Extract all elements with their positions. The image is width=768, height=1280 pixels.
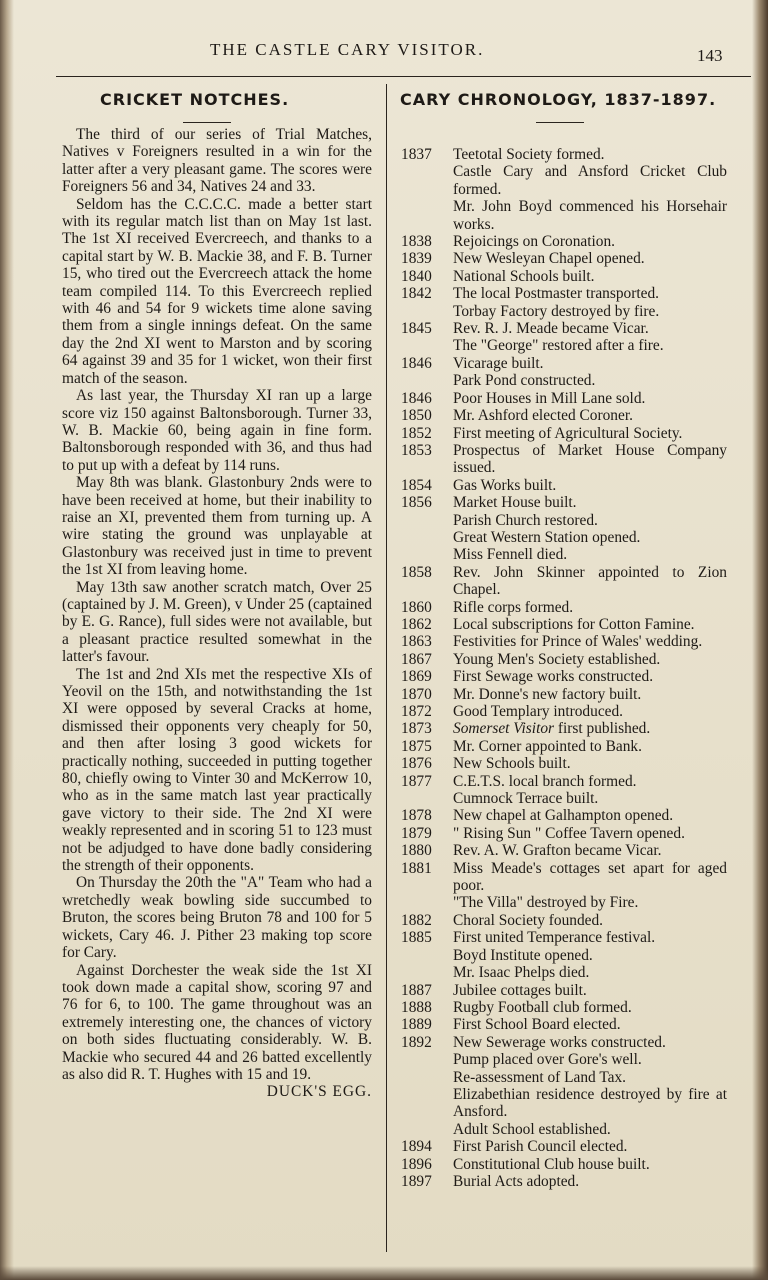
chronology-year: 1856 xyxy=(401,494,432,512)
running-title: THE CASTLE CARY VISITOR. xyxy=(210,40,485,59)
chronology-event: First united Temperance festival. xyxy=(453,929,656,947)
chronology-event: Teetotal Society formed. xyxy=(453,146,605,163)
article-paragraph: Seldom has the C.C.C.C. made a better start with its regular match list than on May 1st last. The 1st XI received Evercreech, and thanks to a capital start by W. B. Mackie 38, and F. B. Turner 15, who tired out the Evercreech attack the home team compiled 114. To this Evercreech replied with 46 and 54 for 9 wickets time alone saving them from a single innings defeat. On the same day the 2nd XI went to Marston and by scoring 64 against 39 and 35 for 1 wicket, won their first match of the season. xyxy=(62,195,372,387)
chronology-entry xyxy=(397,825,727,842)
chronology-entry xyxy=(397,355,727,372)
chronology-entry xyxy=(397,494,727,511)
chronology-entry xyxy=(397,703,727,720)
chronology-event: First Sewage works constructed. xyxy=(453,668,654,686)
chronology-year: 1876 xyxy=(401,755,432,773)
chronology-entry xyxy=(397,616,727,633)
chronology-year: 1846 xyxy=(401,354,432,372)
chronology-entry xyxy=(397,425,727,442)
chronology-year: 1840 xyxy=(401,267,432,285)
chronology-year: 1854 xyxy=(401,476,432,494)
chronology-entry xyxy=(397,790,727,807)
chronology-year: 1850 xyxy=(401,407,432,425)
article-paragraph: The third of our series of Trial Matches, Natives v Foreigners resulted in a win for the latter after a very pleasant game. The scores were Foreigners 56 and 34, Natives 24 and 33. xyxy=(62,126,372,196)
chronology-event: Prospectus of Market House Company issued. xyxy=(453,441,727,477)
cricket-article xyxy=(62,126,372,1101)
chronology-event: Young Men's Society established. xyxy=(453,650,661,668)
chronology-year: 1858 xyxy=(401,563,432,581)
chronology-entry xyxy=(397,1034,727,1051)
chronology-year: 1846 xyxy=(401,389,432,407)
chronology-entry xyxy=(397,1173,727,1190)
chronology-entry xyxy=(397,146,727,163)
chronology-year: 1842 xyxy=(401,285,432,303)
chronology-year: 1879 xyxy=(401,824,432,842)
article-paragraph: On Thursday the 20th the "A" Team who had a wretchedly weak bowling side succumbed to Bruton, the scores being Bruton 78 and 100 for 5 wickets, Cary 46. J. Pither 23 making top score for Cary. xyxy=(62,874,372,962)
chronology-entry xyxy=(397,320,727,337)
chronology-event: Castle Cary and Ansford Cricket Club formed. xyxy=(453,163,727,198)
chronology-entry xyxy=(397,599,727,616)
chronology-entry xyxy=(397,1138,727,1155)
chronology-event: Constitutional Club house built. xyxy=(453,1155,650,1173)
page-edge-bottom xyxy=(0,1266,768,1280)
chronology-year: 1863 xyxy=(401,633,432,651)
chronology-event: National Schools built. xyxy=(453,267,595,285)
chronology-entry xyxy=(397,233,727,250)
chronology-year: 1889 xyxy=(401,1016,432,1034)
chronology-event: New Schools built. xyxy=(453,755,571,773)
chronology-year: 1853 xyxy=(401,441,432,459)
chronology-entry xyxy=(397,407,727,424)
chronology-event: Local subscriptions for Cotton Famine. xyxy=(453,615,695,633)
chronology-entry xyxy=(397,1016,727,1033)
chronology-entry xyxy=(397,982,727,999)
chronology-year: 1860 xyxy=(401,598,432,616)
chronology-event: New chapel at Galhampton opened. xyxy=(453,807,674,825)
chronology-event: Rev. R. J. Meade became Vicar. xyxy=(453,320,649,338)
chronology-year: 1870 xyxy=(401,685,432,703)
column-divider xyxy=(386,84,387,1252)
chronology-entry xyxy=(397,337,727,354)
header-rule xyxy=(56,76,751,77)
chronology-event: Poor Houses in Mill Lane sold. xyxy=(453,389,646,407)
chronology-year: 1869 xyxy=(401,668,432,686)
chronology-entry xyxy=(397,964,727,981)
chronology-event: Rev. A. W. Grafton became Vicar. xyxy=(453,842,662,860)
chronology-event: Gas Works built. xyxy=(453,476,557,494)
chronology-event: Pump placed over Gore's well. xyxy=(453,1051,642,1069)
article-signature: DUCK'S EGG. xyxy=(266,1083,372,1101)
chronology-year: 1852 xyxy=(401,424,432,442)
chronology-event: The local Postmaster transported. xyxy=(453,285,660,303)
chronology-heading: CARY CHRONOLOGY, 1837-1897. xyxy=(400,90,717,109)
chronology-event-rest: first published. xyxy=(554,720,651,738)
chronology-entry xyxy=(397,477,727,494)
chronology-year: 1887 xyxy=(401,981,432,999)
chronology-event: Park Pond constructed. xyxy=(453,372,596,390)
chronology-event: Great Western Station opened. xyxy=(453,528,641,546)
chronology-year: 1894 xyxy=(401,1138,432,1156)
chronology-year: 1839 xyxy=(401,250,432,268)
chronology-year: 1872 xyxy=(401,703,432,720)
chronology-entry xyxy=(397,1156,727,1173)
chronology-year: 1875 xyxy=(401,737,432,755)
chronology-event: Mr. Ashford elected Coroner. xyxy=(453,407,633,425)
chronology-entry xyxy=(397,947,727,964)
chronology-event: Mr. Isaac Phelps died. xyxy=(453,964,590,982)
chronology-entry xyxy=(397,686,727,703)
chronology-event: First Parish Council elected. xyxy=(453,1138,628,1156)
chronology-entry xyxy=(397,303,727,320)
chronology-entry xyxy=(397,1086,727,1121)
chronology-entry xyxy=(397,651,727,668)
chronology-entry xyxy=(397,512,727,529)
chronology-event: First School Board elected. xyxy=(453,1016,621,1034)
chronology-year: 1878 xyxy=(401,807,432,825)
chronology-entry xyxy=(397,807,727,824)
chronology-year: 1837 xyxy=(401,146,432,163)
chronology-event: The "George" restored after a fire. xyxy=(453,337,664,355)
cricket-heading: CRICKET NOTCHES. xyxy=(100,90,290,109)
chronology-entry xyxy=(397,633,727,650)
chronology-event: Mr. Corner appointed to Bank. xyxy=(453,737,642,755)
chronology-event: Vicarage built. xyxy=(453,354,544,372)
chronology-entry xyxy=(397,163,727,198)
article-paragraph: As last year, the Thursday XI ran up a large score viz 150 against Baltonsborough. Turner 33, W. B. Mackie 60, being again in fine form. Baltonsborough responded with 36, and thus had to put up with a defeat by 114 runs. xyxy=(62,387,372,474)
chronology-year: 1896 xyxy=(401,1155,432,1173)
chronology-entry xyxy=(397,738,727,755)
chronology-entry xyxy=(397,773,727,790)
chronology-year: 1867 xyxy=(401,650,432,668)
chronology-entry xyxy=(397,198,727,233)
page-edge-left xyxy=(0,0,14,1280)
chronology-entry xyxy=(397,1121,727,1138)
chronology-event: Cumnock Terrace built. xyxy=(453,790,599,808)
chronology-entry xyxy=(397,912,727,929)
chronology-year: 1885 xyxy=(401,929,432,947)
chronology-year: 1882 xyxy=(401,911,432,929)
chronology-entry xyxy=(397,894,727,911)
chronology-event: Choral Society founded. xyxy=(453,911,604,929)
chronology-entry xyxy=(397,999,727,1016)
chronology-event: Rev. John Skinner appointed to Zion Chapel. xyxy=(453,563,727,599)
chronology-event: Rifle corps formed. xyxy=(453,598,574,616)
chronology-year: 1880 xyxy=(401,842,432,860)
chronology-entry xyxy=(397,529,727,546)
chronology-year: 1845 xyxy=(401,320,432,338)
chronology-event: Elizabethian residence destroyed by fire at Ansford. xyxy=(453,1085,727,1121)
chronology-event: Adult School established. xyxy=(453,1120,611,1138)
chronology-entry xyxy=(397,250,727,267)
chronology-year: 1881 xyxy=(401,859,432,877)
article-paragraph: The 1st and 2nd XIs met the respective XIs of Yeovil on the 15th, and notwithstanding the 1st XI were opposed by several Cracks at home, dismissed their opponents very cheaply for 50, and then after losing 3 good wickets for practically nothing, succeeded in putting together 80, chiefly owing to Vinter 30 and McKerrow 10, who as in the same match last year practically gave victory to their side. The 2nd XI were weakly represented and in scoring 51 to 123 must not be adjudged to have done badly considering the strength of their opponents. xyxy=(62,665,372,875)
chronology-year: 1888 xyxy=(401,998,432,1016)
article-paragraph: May 8th was blank. Glastonbury 2nds were to have been received at home, but their inability to raise an XI, prevented them from turning up. A wire stating the ground was unplayable at Glastonbury was received just in time to prevent the 1st XI from leaving home. xyxy=(62,474,372,579)
chronology-entry xyxy=(397,285,727,302)
chronology-year: 1873 xyxy=(401,720,432,738)
chronology-entry xyxy=(397,442,727,477)
chronology-heading-rule xyxy=(536,122,584,123)
chronology-event: C.E.T.S. local branch formed. xyxy=(453,772,637,790)
cricket-heading-rule xyxy=(183,122,231,123)
page-edge-right xyxy=(752,0,768,1280)
chronology-event: Rejoicings on Coronation. xyxy=(453,233,616,251)
chronology-entry xyxy=(397,1051,727,1068)
chronology-event: Jubilee cottages built. xyxy=(453,981,587,999)
chronology-event: "The Villa" destroyed by Fire. xyxy=(453,894,639,912)
chronology-event xyxy=(453,720,727,737)
chronology-entry xyxy=(397,860,727,895)
chronology-event: Market House built. xyxy=(453,494,577,512)
article-paragraph: May 13th saw another scratch match, Over 25 (captained by J. M. Green), v Under 25 (captained by E. G. Rance), full sides were not available, but a pleasant practice resulted somewhat in the latter's favour. xyxy=(62,578,372,666)
chronology-event: Mr. John Boyd commenced his Horsehair works. xyxy=(453,198,727,233)
chronology-entry xyxy=(397,1069,727,1086)
chronology-event: Rugby Football club formed. xyxy=(453,998,632,1016)
chronology-entry xyxy=(397,546,727,563)
chronology-entry xyxy=(397,842,727,859)
chronology-event: Mr. Donne's new factory built. xyxy=(453,685,642,703)
chronology-event: Torbay Factory destroyed by fire. xyxy=(453,302,660,320)
chronology-event-italic: Somerset Visitor xyxy=(453,720,555,738)
chronology-year: 1838 xyxy=(401,233,432,251)
page-number: 143 xyxy=(697,46,723,65)
chronology-event: Boyd Institute opened. xyxy=(453,946,593,964)
chronology-entry xyxy=(397,268,727,285)
chronology-event: Good Templary introduced. xyxy=(453,703,624,720)
chronology-event: Miss Fennell died. xyxy=(453,546,568,564)
chronology-event: First meeting of Agricultural Society. xyxy=(453,424,683,442)
chronology-entry xyxy=(397,755,727,772)
chronology-event: Festivities for Prince of Wales' wedding. xyxy=(453,633,703,651)
chronology-year: 1877 xyxy=(401,772,432,790)
chronology-year: 1862 xyxy=(401,615,432,633)
chronology-entry xyxy=(397,372,727,389)
chronology-entry xyxy=(397,929,727,946)
chronology-event: Miss Meade's cottages set apart for aged poor. xyxy=(453,859,727,895)
chronology-event: Re-assessment of Land Tax. xyxy=(453,1068,627,1086)
chronology-entry xyxy=(397,390,727,407)
chronology-year: 1897 xyxy=(401,1172,432,1190)
chronology-entry xyxy=(397,668,727,685)
chronology-list xyxy=(397,146,727,1190)
chronology-event: " Rising Sun " Coffee Tavern opened. xyxy=(453,824,685,842)
chronology-year: 1892 xyxy=(401,1033,432,1051)
chronology-entry xyxy=(397,720,727,737)
chronology-event: Parish Church restored. xyxy=(453,511,598,529)
chronology-event: New Sewerage works constructed. xyxy=(453,1033,666,1051)
chronology-event: New Wesleyan Chapel opened. xyxy=(453,250,645,268)
chronology-event: Burial Acts adopted. xyxy=(453,1172,580,1190)
chronology-entry xyxy=(397,564,727,599)
article-paragraph: Against Dorchester the weak side the 1st XI took down made a capital show, scoring 97 and 76 for 6, to 100. The game throughout was an extremely interesting one, the chances of victory on both sides fluctuating considerably. W. B. Mackie who secured 44 and 26 batted excellently as also did R. T. Hughes with 15 and 19. xyxy=(62,961,372,1083)
